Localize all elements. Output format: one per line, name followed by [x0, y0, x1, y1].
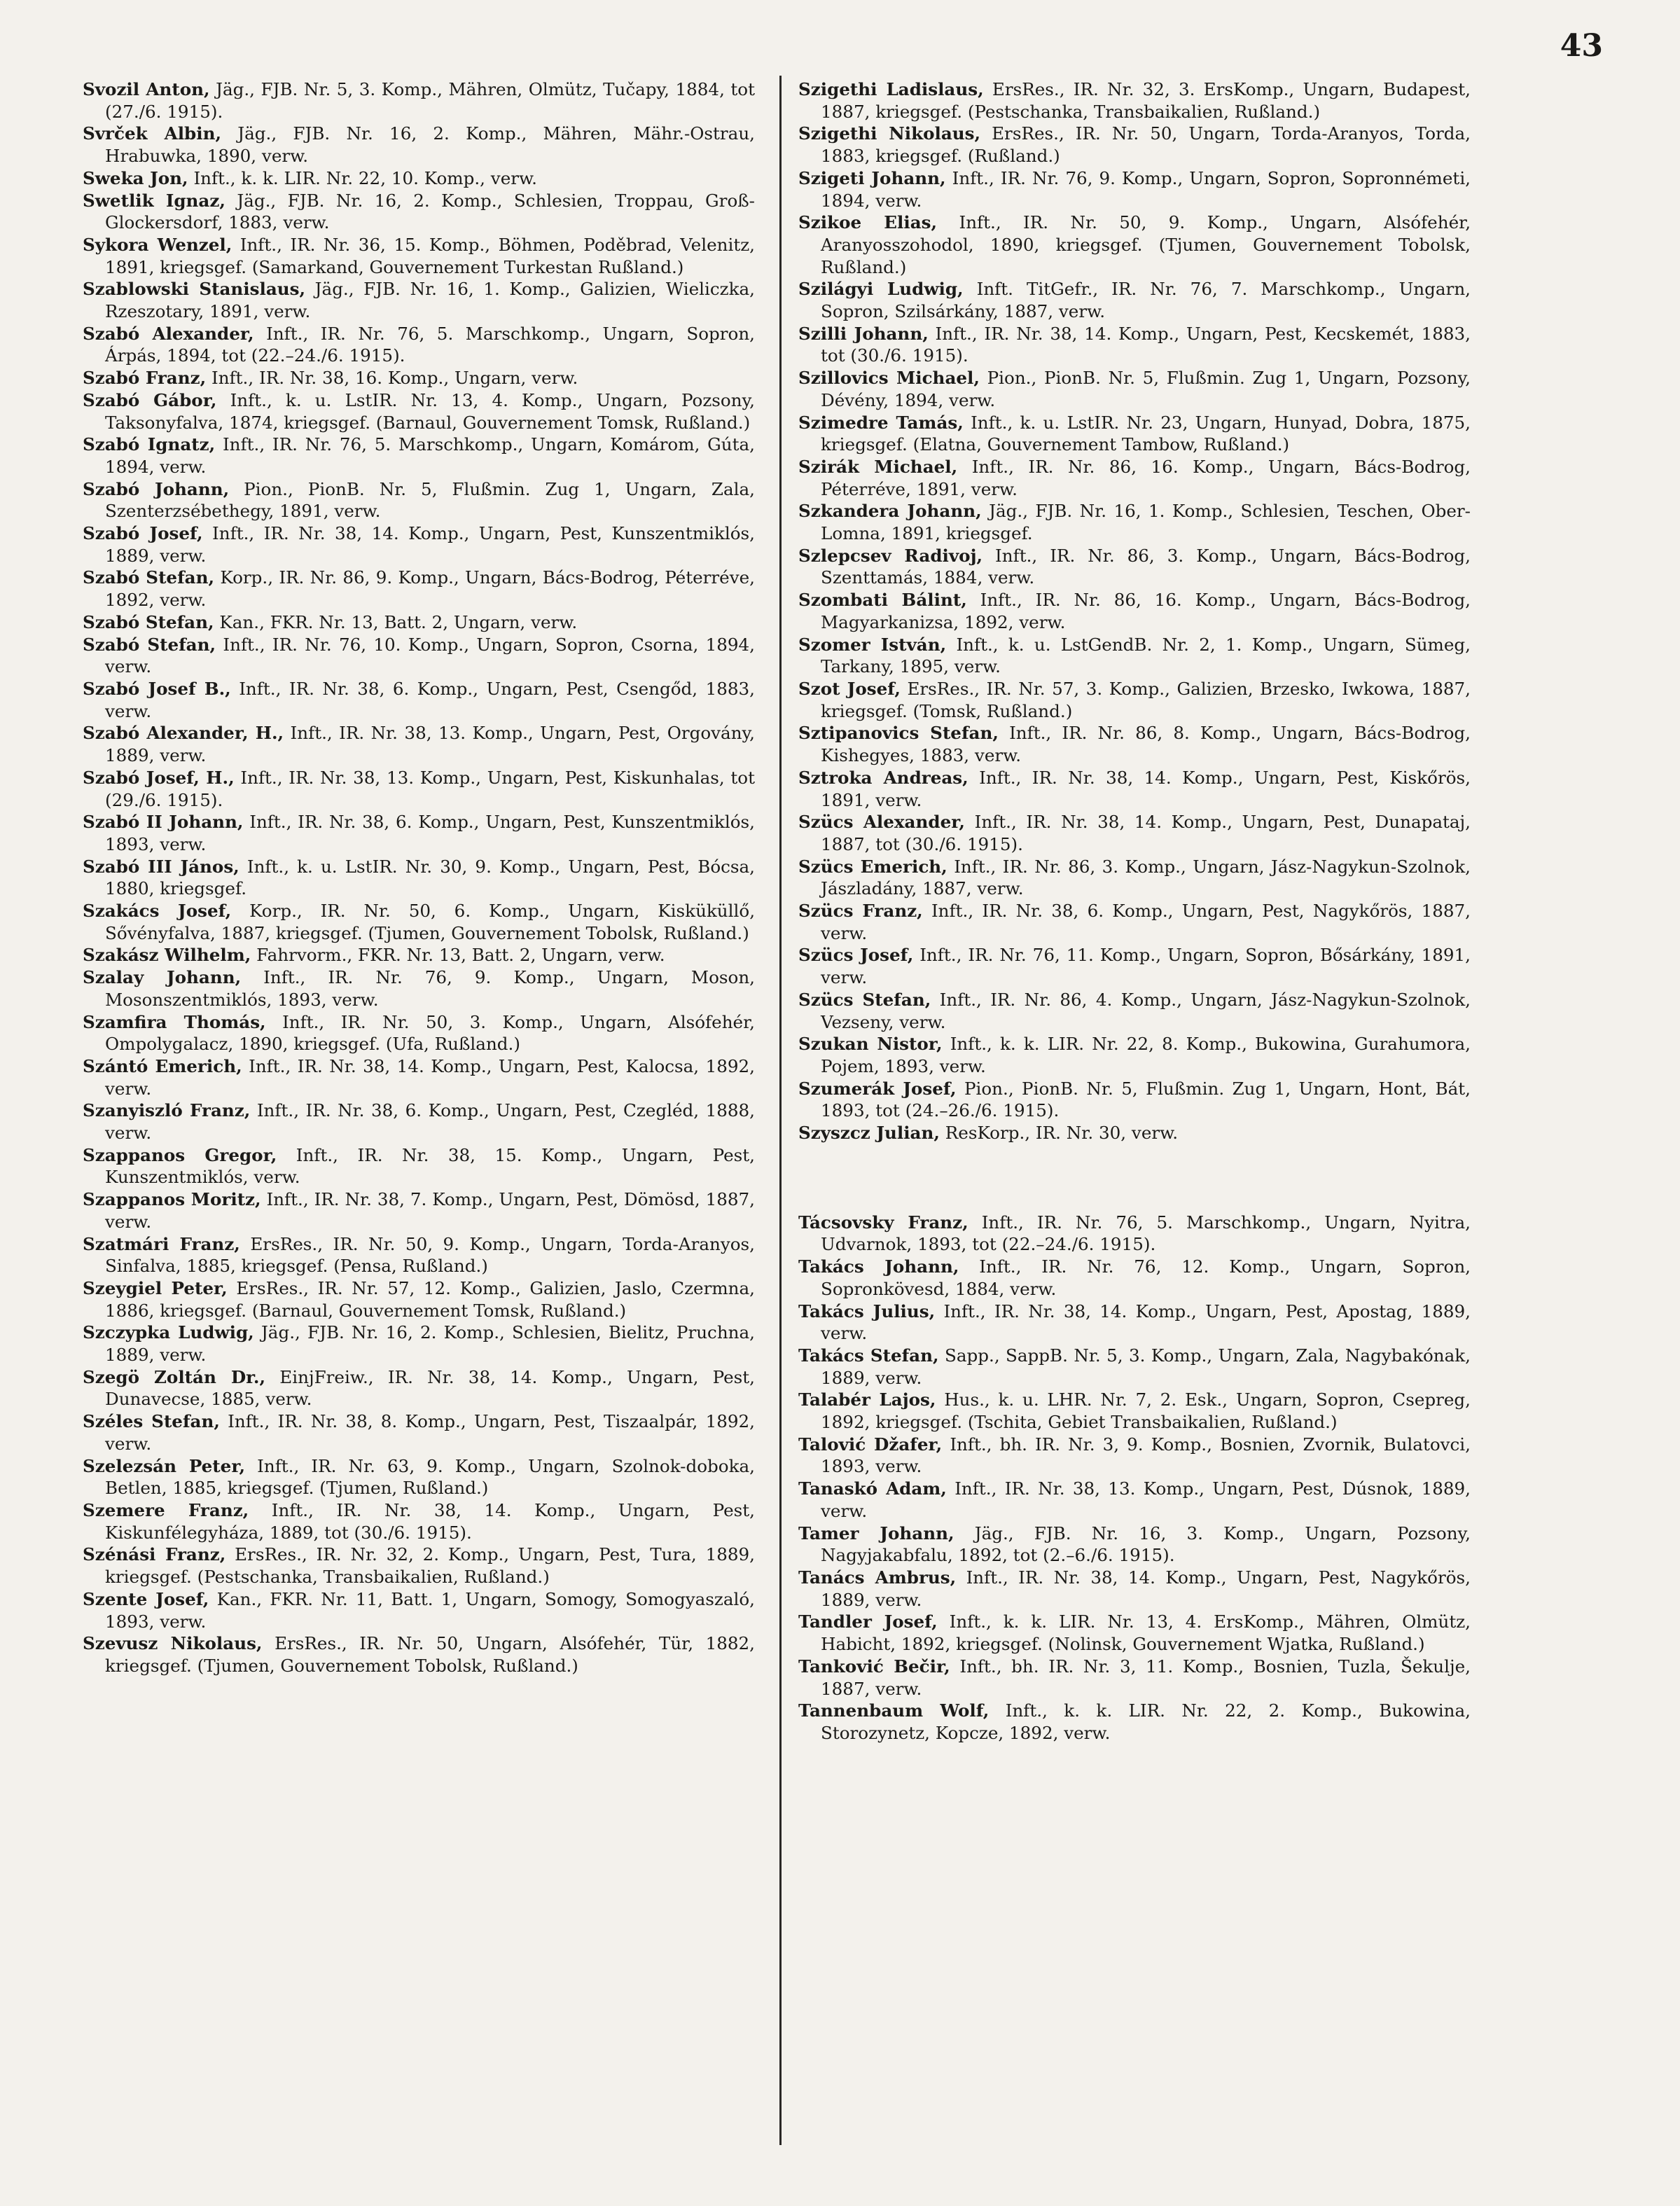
entry-name: Talabér Lajos,: [798, 1389, 936, 1410]
entry-name: Szücs Josef,: [798, 945, 914, 966]
entry-name: Szabó II Johann,: [83, 812, 244, 833]
casualty-entry: [83, 767, 755, 811]
casualty-entry: [798, 78, 1471, 123]
casualty-entry: [798, 1522, 1471, 1567]
entry-name: Szeygiel Peter,: [83, 1277, 228, 1298]
entry-name: Szyszcz Julian,: [798, 1123, 940, 1144]
casualty-entry: [798, 634, 1471, 678]
casualty-entry: [798, 722, 1471, 766]
entry-details: Kan., FKR. Nr. 13, Batt. 2, Ungarn, verw.: [219, 611, 578, 632]
entry-name: Szilágyi Ludwig,: [798, 279, 964, 300]
entry-details: Inft., IR. Nr. 36, 15. Komp., Böhmen, Poděbrad, Velenitz, 1891, kriegsgef. (Samarkand, Gouvernement Turkestan Rußland.): [105, 234, 755, 277]
casualty-entry: [798, 811, 1471, 855]
casualty-entry: [798, 123, 1471, 167]
entry-details: Jäg., FJB. Nr. 16, 1. Komp., Schlesien, Teschen, Ober-Lomna, 1891, kriegsgef.: [821, 501, 1471, 544]
entry-name: Szikoe Elias,: [798, 212, 938, 233]
entry-details: Inft., IR. Nr. 38, 14. Komp., Ungarn, Pest, Kiskunfélegyháza, 1889, tot (30./6. 1915).: [105, 1500, 755, 1543]
casualty-entry: [83, 678, 755, 722]
entry-details: Inft., k. k. LIR. Nr. 13, 4. ErsKomp., Mähren, Olmütz, Habicht, 1892, kriegsgef. (Nolinsk, Gouvernement Wjatka, Rußland.): [821, 1611, 1471, 1655]
entry-details: Jäg., FJB. Nr. 16, 1. Komp., Galizien, Wieliczka, Rzeszotary, 1891, verw.: [105, 279, 756, 322]
entry-name: Szlepcsev Radivoj,: [798, 545, 983, 566]
entry-name: Szillovics Michael,: [798, 368, 980, 389]
entry-name: Szomer István,: [798, 634, 947, 655]
entry-name: Szalay Johann,: [83, 967, 242, 988]
entry-name: Tanković Bečir,: [798, 1656, 950, 1677]
entry-name: Szabó Josef, H.,: [83, 767, 235, 788]
entry-name: Szabó Gábor,: [83, 389, 217, 410]
entry-details: Inft., IR. Nr. 38, 14. Komp., Ungarn, Pest, Kalocsa, 1892, verw.: [105, 1055, 755, 1099]
casualty-entry: [798, 856, 1471, 900]
entry-details: ErsRes., IR. Nr. 50, Ungarn, Torda-Aranyos, Torda, 1883, kriegsgef. (Rußland.): [821, 123, 1471, 167]
casualty-entry: [83, 1588, 755, 1632]
casualty-entry: [83, 1321, 755, 1366]
right-column-bottom-entries: [798, 1212, 1471, 1744]
entry-name: Szirák Michael,: [798, 456, 958, 477]
casualty-entry: [798, 1033, 1471, 1077]
casualty-entry: [83, 433, 755, 478]
casualty-entry: [798, 989, 1471, 1033]
entry-name: Swetlik Ignaz,: [83, 190, 225, 211]
casualty-entry: [798, 1345, 1471, 1389]
casualty-entry: [83, 567, 755, 611]
casualty-entry: [798, 1567, 1471, 1611]
entry-name: Sweka Jon,: [83, 167, 188, 188]
entry-details: Inft., IR. Nr. 86, 16. Komp., Ungarn, Bács-Bodrog, Péterréve, 1891, verw.: [821, 456, 1471, 499]
entry-name: Szabó III János,: [83, 856, 239, 877]
entry-name: Szumerák Josef,: [798, 1078, 957, 1099]
entry-details: Inft., IR. Nr. 76, 5. Marschkomp., Ungarn, Komárom, Gúta, 1894, verw.: [105, 434, 755, 477]
right-column-top-entries: [798, 78, 1471, 1144]
entry-name: Szukan Nistor,: [798, 1034, 943, 1055]
entry-details: Pion., PionB. Nr. 5, Flußmin. Zug 1, Ungarn, Pozsony, Dévény, 1894, verw.: [821, 368, 1471, 410]
entry-details: Inft., IR. Nr. 86, 3. Komp., Ungarn, Bács-Bodrog, Szenttamás, 1884, verw.: [821, 545, 1471, 588]
casualty-entry: [83, 522, 755, 567]
entry-details: Inft., IR. Nr. 86, 4. Komp., Ungarn, Jász-Nagykun-Szolnok, Vezseny, verw.: [821, 989, 1471, 1032]
entry-name: Szevusz Nikolaus,: [83, 1633, 263, 1654]
entry-name: Szücs Emerich,: [798, 856, 947, 877]
entry-name: Svozil Anton,: [83, 79, 210, 99]
entry-details: Inft., k. u. LstIR. Nr. 13, 4. Komp., Ungarn, Pozsony, Taksonyfalva, 1874, kriegsgef. (Barnaul, Gouvernement Tomsk, Rußland.): [105, 389, 755, 433]
entry-details: Pion., PionB. Nr. 5, Flußmin. Zug 1, Ungarn, Zala, Szenterzsébethegy, 1891, verw.: [105, 478, 755, 522]
entry-name: Szabó Josef B.,: [83, 678, 231, 699]
casualty-entry: [798, 1611, 1471, 1655]
casualty-entry: [83, 323, 755, 367]
casualty-entry: [83, 900, 755, 944]
casualty-entry: [798, 412, 1471, 456]
entry-details: Inft., IR. Nr. 38, 8. Komp., Ungarn, Pest, Tiszaalpár, 1892, verw.: [105, 1411, 755, 1454]
casualty-entry: [83, 1499, 755, 1543]
entry-name: Szakász Wilhelm,: [83, 945, 251, 966]
entry-name: Szénási Franz,: [83, 1544, 226, 1565]
entry-details: Inft., IR. Nr. 38, 13. Komp., Ungarn, Pest, Orgovány, 1889, verw.: [105, 723, 755, 766]
entry-details: Inft., IR. Nr. 38, 6. Komp., Ungarn, Pest, Czegléd, 1888, verw.: [105, 1100, 755, 1144]
entry-name: Szimedre Tamás,: [798, 412, 964, 433]
entry-name: Szabó Alexander,: [83, 323, 254, 344]
entry-details: Kan., FKR. Nr. 11, Batt. 1, Ungarn, Somogy, Somogyaszaló, 1893, verw.: [105, 1588, 755, 1632]
casualty-entry: [83, 278, 755, 322]
casualty-entry: [798, 1389, 1471, 1433]
entry-name: Tamer Johann,: [798, 1522, 954, 1543]
section-gap: [798, 1144, 1471, 1212]
entry-details: Inft., IR. Nr. 38, 13. Komp., Ungarn, Pest, Dúsnok, 1889, verw.: [821, 1478, 1471, 1521]
entry-name: Szente Josef,: [83, 1588, 209, 1609]
entry-name: Szigethi Ladislaus,: [798, 79, 984, 99]
entry-details: EinjFreiw., IR. Nr. 38, 14. Komp., Ungarn, Pest, Dunavecse, 1885, verw.: [105, 1366, 755, 1410]
casualty-entry: [798, 1300, 1471, 1345]
casualty-entry: [798, 944, 1471, 988]
entry-details: Inft., IR. Nr. 50, 3. Komp., Ungarn, Alsófehér, Ompolygalacz, 1890, kriegsgef. (Ufa, Rußland.): [105, 1011, 755, 1055]
casualty-entry: [83, 1011, 755, 1055]
casualty-entry: [798, 1078, 1471, 1122]
entry-details: Inft., IR. Nr. 76, 10. Komp., Ungarn, Sopron, Csorna, 1894, verw.: [105, 634, 756, 677]
entry-name: Szabó Alexander, H.,: [83, 723, 284, 744]
entry-name: Tannenbaum Wolf,: [798, 1700, 990, 1721]
page-number: 43: [1560, 28, 1603, 64]
entry-details: Inft., IR. Nr. 38, 14. Komp., Ungarn, Pest, Kecskemét, 1883, tot (30./6. 1915).: [821, 323, 1471, 366]
entry-details: Inft., IR. Nr. 76, 12. Komp., Ungarn, Sopron, Sopronkövesd, 1884, verw.: [821, 1256, 1471, 1299]
entry-name: Takács Johann,: [798, 1256, 959, 1277]
entry-name: Szot Josef,: [798, 678, 901, 699]
entry-details: Inft., k. k. LIR. Nr. 22, 8. Komp., Bukowina, Gurahumora, Pojem, 1893, verw.: [821, 1034, 1471, 1076]
entry-name: Szigeti Johann,: [798, 167, 946, 188]
entry-name: Szatmári Franz,: [83, 1233, 240, 1254]
entry-name: Talović Džafer,: [798, 1434, 943, 1455]
casualty-entry: [83, 478, 755, 522]
entry-details: Inft., IR. Nr. 86, 8. Komp., Ungarn, Bács-Bodrog, Kishegyes, 1883, verw.: [821, 723, 1471, 766]
entry-details: Fahrvorm., FKR. Nr. 13, Batt. 2, Ungarn, verw.: [256, 945, 665, 966]
entry-details: Inft., IR. Nr. 38, 6. Komp., Ungarn, Pest, Nagykőrös, 1887, verw.: [821, 901, 1471, 943]
entry-name: Szücs Franz,: [798, 901, 923, 922]
entry-name: Tanaskó Adam,: [798, 1478, 947, 1499]
entry-details: ErsRes., IR. Nr. 50, Ungarn, Alsófehér, Tür, 1882, kriegsgef. (Tjumen, Gouvernement Tobolsk, Rußland.): [105, 1633, 755, 1676]
casualty-entry: [83, 1099, 755, 1144]
entry-details: Jäg., FJB. Nr. 16, 3. Komp., Ungarn, Pozsony, Nagyjakabfalu, 1892, tot (2.–6./6. 1915).: [821, 1522, 1471, 1566]
casualty-entry: [798, 678, 1471, 722]
entry-details: Inft., IR. Nr. 50, 9. Komp., Ungarn, Alsófehér, Aranyosszohodol, 1890, kriegsgef. (Tjumen, Gouvernement Tobolsk, Rußland.): [821, 212, 1471, 277]
entry-details: Inft., bh. IR. Nr. 3, 9. Komp., Bosnien, Zvornik, Bulatovci, 1893, verw.: [821, 1434, 1471, 1477]
entry-details: Inft., IR. Nr. 38, 14. Komp., Ungarn, Pest, Kunszentmiklós, 1889, verw.: [105, 523, 755, 566]
casualty-entry: [83, 123, 755, 167]
casualty-entry: [798, 1434, 1471, 1478]
casualty-entry: [798, 456, 1471, 500]
entry-name: Szabó Stefan,: [83, 634, 216, 655]
entry-details: Inft., IR. Nr. 38, 7. Komp., Ungarn, Pest, Dömösd, 1887, verw.: [105, 1189, 755, 1232]
casualty-entry: [83, 367, 755, 389]
entry-name: Szilli Johann,: [798, 323, 929, 344]
entry-name: Szabó Johann,: [83, 478, 230, 499]
entry-name: Szigethi Nikolaus,: [798, 123, 981, 144]
entry-details: Jäg., FJB. Nr. 16, 2. Komp., Mähren, Mähr.-Ostrau, Hrabuwka, 1890, verw.: [105, 123, 755, 167]
entry-details: Inft., IR. Nr. 38, 14. Komp., Ungarn, Pest, Kiskőrös, 1891, verw.: [821, 767, 1471, 810]
entry-details: Jäg., FJB. Nr. 5, 3. Komp., Mähren, Olmütz, Tučapy, 1884, tot (27./6. 1915).: [105, 79, 755, 122]
entry-name: Szamfira Thomás,: [83, 1011, 266, 1032]
casualty-entry: [798, 323, 1471, 367]
casualty-entry: [798, 1212, 1471, 1256]
entry-name: Szkandera Johann,: [798, 501, 982, 522]
entry-details: Inft., k. u. LstGendB. Nr. 2, 1. Komp., Ungarn, Sümeg, Tarkany, 1895, verw.: [821, 634, 1471, 677]
casualty-entry: [83, 1277, 755, 1321]
entry-name: Svrček Albin,: [83, 123, 222, 144]
entry-details: Inft., IR. Nr. 76, 5. Marschkomp., Ungarn, Nyitra, Udvarnok, 1893, tot (22.–24./6. 1915).: [821, 1212, 1471, 1255]
entry-name: Takács Julius,: [798, 1300, 936, 1321]
casualty-entry: [798, 500, 1471, 544]
entry-details: Inft., IR. Nr. 38, 14. Komp., Ungarn, Pest, Apostag, 1889, verw.: [821, 1300, 1471, 1344]
entry-name: Takács Stefan,: [798, 1345, 939, 1366]
entry-details: Inft., k. u. LstIR. Nr. 30, 9. Komp., Ungarn, Pest, Bócsa, 1880, kriegsgef.: [105, 856, 755, 899]
entry-name: Szappanos Gregor,: [83, 1144, 277, 1165]
casualty-entry: [798, 1256, 1471, 1300]
entry-details: Inft., IR. Nr. 63, 9. Komp., Ungarn, Szolnok-doboka, Betlen, 1885, kriegsgef. (Tjumen, Rußland.): [105, 1455, 755, 1499]
entry-details: Inft., k. u. LstIR. Nr. 23, Ungarn, Hunyad, Dobra, 1875, kriegsgef. (Elatna, Gouvernement Tambow, Rußland.): [821, 412, 1471, 455]
casualty-entry: [83, 1455, 755, 1499]
entry-name: Tandler Josef,: [798, 1611, 938, 1632]
entry-details: Inft. TitGefr., IR. Nr. 76, 7. Marschkomp., Ungarn, Sopron, Szilsárkány, 1887, verw.: [821, 279, 1471, 322]
entry-details: ErsRes., IR. Nr. 50, 9. Komp., Ungarn, Torda-Aranyos, Sinfalva, 1885, kriegsgef. (Pensa, Rußland.): [105, 1233, 755, 1277]
entry-name: Szücs Alexander,: [798, 812, 965, 833]
casualty-entry: [83, 1543, 755, 1588]
entry-details: ErsRes., IR. Nr. 32, 3. ErsKomp., Ungarn, Budapest, 1887, kriegsgef. (Pestschanka, Transbaikalien, Rußland.): [821, 79, 1471, 122]
entry-name: Szelezsán Peter,: [83, 1455, 246, 1476]
entry-details: Inft., bh. IR. Nr. 3, 11. Komp., Bosnien, Tuzla, Šekulje, 1887, verw.: [821, 1656, 1471, 1699]
entry-details: Inft., IR. Nr. 38, 14. Komp., Ungarn, Pest, Dunapataj, 1887, tot (30./6. 1915).: [821, 812, 1471, 854]
entry-details: Inft., k. k. LIR. Nr. 22, 10. Komp., verw.: [193, 167, 537, 188]
entry-name: Szabó Josef,: [83, 523, 203, 544]
entry-name: Szabó Ignatz,: [83, 434, 216, 455]
entry-details: Inft., k. k. LIR. Nr. 22, 2. Komp., Bukowina, Storozynetz, Kopcze, 1892, verw.: [821, 1700, 1471, 1743]
entry-details: Korp., IR. Nr. 50, 6. Komp., Ungarn, Kisküküllő, Sővényfalva, 1887, kriegsgef. (Tjumen, Gouvernement Tobolsk, Rußland.): [105, 901, 756, 943]
casualty-entry: [798, 589, 1471, 633]
entry-name: Szücs Stefan,: [798, 989, 931, 1010]
left-column: [83, 78, 755, 1677]
casualty-entry: [798, 1700, 1471, 1744]
entry-details: ErsRes., IR. Nr. 57, 3. Komp., Galizien, Brzesko, Iwkowa, 1887, kriegsgef. (Tomsk, Rußland.): [821, 678, 1471, 721]
casualty-entry: [83, 1632, 755, 1677]
entry-name: Szczypka Ludwig,: [83, 1322, 254, 1343]
entry-details: Inft., IR. Nr. 86, 16. Komp., Ungarn, Bács-Bodrog, Magyarkanizsa, 1892, verw.: [821, 590, 1471, 632]
entry-name: Szanyiszló Franz,: [83, 1100, 251, 1121]
entry-details: Inft., IR. Nr. 86, 3. Komp., Ungarn, Jász-Nagykun-Szolnok, Jászladány, 1887, verw.: [821, 856, 1471, 899]
casualty-entry: [83, 190, 755, 234]
entry-details: Inft., IR. Nr. 38, 6. Komp., Ungarn, Pest, Kunszentmiklós, 1893, verw.: [105, 812, 755, 854]
casualty-entry: [798, 767, 1471, 811]
column-divider: [779, 76, 782, 2145]
entry-details: Hus., k. u. LHR. Nr. 7, 2. Esk., Ungarn, Sopron, Csepreg, 1892, kriegsgef. (Tschita, Gebiet Transbaikalien, Rußland.): [821, 1389, 1471, 1433]
casualty-entry: [83, 944, 755, 966]
casualty-entry: [798, 278, 1471, 322]
entry-name: Szabó Stefan,: [83, 611, 214, 632]
casualty-entry: [798, 545, 1471, 589]
entry-details: Inft., IR. Nr. 38, 16. Komp., Ungarn, verw.: [211, 368, 578, 389]
casualty-entry: [83, 634, 755, 678]
entry-name: Szemere Franz,: [83, 1500, 249, 1520]
casualty-entry: [83, 78, 755, 123]
entry-details: Inft., IR. Nr. 76, 5. Marschkomp., Ungarn, Sopron, Árpás, 1894, tot (22.–24./6. 1915).: [105, 323, 755, 366]
entry-name: Sykora Wenzel,: [83, 234, 232, 255]
entry-name: Sztroka Andreas,: [798, 767, 969, 788]
entry-details: Sapp., SappB. Nr. 5, 3. Komp., Ungarn, Zala, Nagybakónak, 1889, verw.: [821, 1345, 1471, 1388]
entry-name: Szegö Zoltán Dr.,: [83, 1366, 266, 1387]
casualty-entry: [83, 611, 755, 634]
entry-details: Inft., IR. Nr. 76, 11. Komp., Ungarn, Sopron, Bősárkány, 1891, verw.: [821, 945, 1471, 988]
casualty-entry: [798, 211, 1471, 278]
casualty-entry: [83, 1144, 755, 1188]
entry-name: Szabó Stefan,: [83, 567, 215, 588]
entry-details: Inft., IR. Nr. 38, 15. Komp., Ungarn, Pest, Kunszentmiklós, verw.: [105, 1144, 755, 1188]
entry-name: Szablowski Stanislaus,: [83, 279, 306, 300]
casualty-entry: [83, 856, 755, 900]
entry-details: ResKorp., IR. Nr. 30, verw.: [945, 1123, 1179, 1144]
casualty-entry: [798, 1122, 1471, 1144]
entry-name: Szappanos Moritz,: [83, 1189, 261, 1210]
casualty-entry: [83, 966, 755, 1011]
entry-details: Jäg., FJB. Nr. 16, 2. Komp., Schlesien, Troppau, Groß-Glockersdorf, 1883, verw.: [105, 190, 755, 233]
entry-details: Pion., PionB. Nr. 5, Flußmin. Zug 1, Ungarn, Hont, Bát, 1893, tot (24.–26./6. 1915).: [821, 1078, 1471, 1121]
entry-details: Jäg., FJB. Nr. 16, 2. Komp., Schlesien, Bielitz, Pruchna, 1889, verw.: [105, 1322, 755, 1366]
casualty-entry: [83, 1410, 755, 1455]
entry-details: Korp., IR. Nr. 86, 9. Komp., Ungarn, Bács-Bodrog, Péterréve, 1892, verw.: [105, 567, 755, 611]
casualty-entry: [83, 1233, 755, 1277]
entry-name: Szántó Emerich,: [83, 1055, 242, 1076]
casualty-entry: [83, 167, 755, 190]
entry-name: Széles Stefan,: [83, 1411, 220, 1432]
casualty-entry: [798, 900, 1471, 944]
entry-name: Szakács Josef,: [83, 901, 232, 922]
casualty-entry: [798, 167, 1471, 211]
entry-details: Inft., IR. Nr. 76, 9. Komp., Ungarn, Sopron, Sopronnémeti, 1894, verw.: [821, 167, 1471, 211]
casualty-entry: [83, 389, 755, 433]
entry-details: Inft., IR. Nr. 76, 9. Komp., Ungarn, Moson, Mosonszentmiklós, 1893, verw.: [105, 967, 755, 1010]
casualty-entry: [798, 1656, 1471, 1700]
entry-details: ErsRes., IR. Nr. 32, 2. Komp., Ungarn, Pest, Tura, 1889, kriegsgef. (Pestschanka, Transbaikalien, Rußland.): [105, 1544, 755, 1588]
entry-name: Szombati Bálint,: [798, 590, 967, 611]
entry-name: Sztipanovics Stefan,: [798, 723, 999, 744]
casualty-entry: [798, 1478, 1471, 1522]
casualty-entry: [83, 722, 755, 766]
entry-name: Tácsovsky Franz,: [798, 1212, 969, 1233]
entry-details: Inft., IR. Nr. 38, 14. Komp., Ungarn, Pest, Nagykőrös, 1889, verw.: [821, 1567, 1471, 1610]
entry-name: Tanács Ambrus,: [798, 1567, 957, 1588]
right-column: [798, 78, 1471, 1744]
casualty-entry: [83, 1366, 755, 1410]
casualty-entry: [83, 1188, 755, 1233]
entry-details: Inft., IR. Nr. 38, 13. Komp., Ungarn, Pest, Kiskunhalas, tot (29./6. 1915).: [105, 767, 756, 810]
casualty-entry: [83, 234, 755, 278]
casualty-entry: [83, 811, 755, 855]
entry-name: Szabó Franz,: [83, 368, 207, 389]
casualty-entry: [83, 1055, 755, 1099]
casualty-entry: [798, 367, 1471, 411]
entry-details: ErsRes., IR. Nr. 57, 12. Komp., Galizien, Jaslo, Czermna, 1886, kriegsgef. (Barnaul, Gouvernement Tomsk, Rußland.): [105, 1277, 755, 1321]
entry-details: Inft., IR. Nr. 38, 6. Komp., Ungarn, Pest, Csengőd, 1883, verw.: [105, 678, 755, 721]
